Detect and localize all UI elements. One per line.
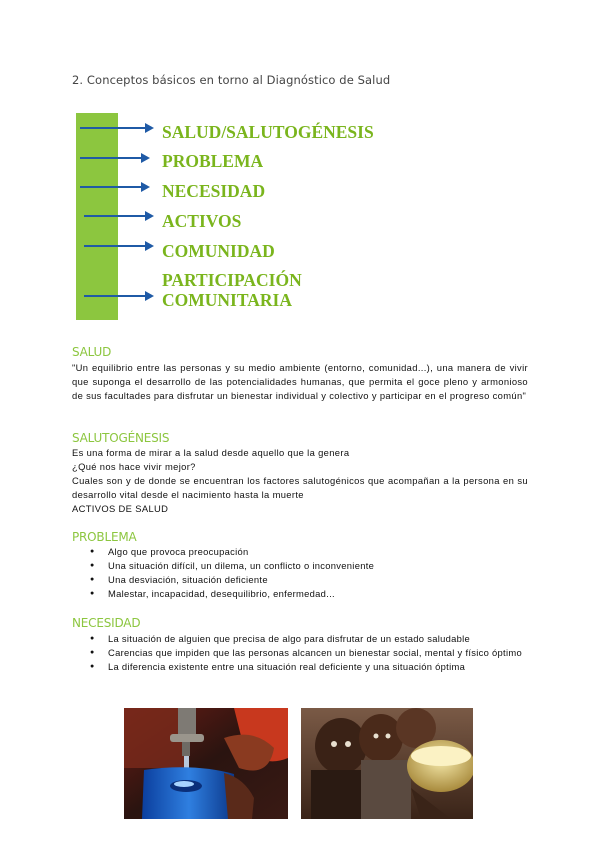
arrow-icon [84,295,146,297]
list-item: ● La diferencia existente entre una situación real deficiente y una situación óptima [90,660,528,674]
section-title-salutogenesis: SALUTOGÉNESIS [72,431,170,445]
list-item: ● La situación de alguien que precisa de algo para disfrutar de un estado saludable [90,632,528,646]
diagram-term: SALUD/SALUTOGÉNESIS [162,122,374,142]
arrow-icon [80,186,142,188]
list-item: ● Malestar, incapacidad, desequilibrio, enfermedad... [90,587,528,601]
list-item: ● Algo que provoca preocupación [90,545,528,559]
arrow-icon [84,245,146,247]
diagram-term: COMUNIDAD [162,241,275,261]
section-title-problema: PROBLEMA [72,530,137,544]
diagram-term: COMUNITARIA [162,290,292,310]
salutogenesis-text: Cuales son y de donde se encuentran los factores salutogénicos que acompañan a la persona en su desarrollo vital desde el nacimiento hasta la muerte [72,475,528,500]
diagram-term: ACTIVOS [162,211,242,231]
list-item: ● Carencias que impiden que las personas alcancen un bienestar social, mental y físico óptimo [90,646,528,660]
section-title-salud: SALUD [72,345,112,359]
diagram-term: NECESIDAD [162,181,266,201]
salutogenesis-activos: ACTIVOS DE SALUD [72,503,169,514]
children-bowl-photo [301,708,473,819]
salud-definition: "Un equilibrio entre las personas y su medio ambiente (entorno, comunidad...), una manera de vivir que suponga el desarrollo de las potencialidades humanas, que permita el goce pleno y armonioso de sus facultades para disfrutar un bienestar individual y colectivo y participar en el progreso común" [72,362,528,401]
salutogenesis-line: Es una forma de mirar a la salud desde aquello que la genera [72,447,350,458]
necesidad-list [90,632,528,674]
page-heading: 2. Conceptos básicos en torno al Diagnóstico de Salud [72,73,391,87]
water-tap-photo [124,708,288,819]
arrow-icon [84,215,146,217]
list-item: ● Una situación difícil, un dilema, un conflicto o inconveniente [90,559,528,573]
arrow-icon [80,127,146,129]
section-title-necesidad: NECESIDAD [72,616,141,630]
list-item: ● Una desviación, situación deficiente [90,573,528,587]
diagram-term: PROBLEMA [162,151,264,171]
problema-list [90,545,528,601]
arrow-icon [80,157,142,159]
salutogenesis-question: ¿Qué nos hace vivir mejor? [72,461,196,472]
diagram-term: PARTICIPACIÓN [162,270,302,290]
